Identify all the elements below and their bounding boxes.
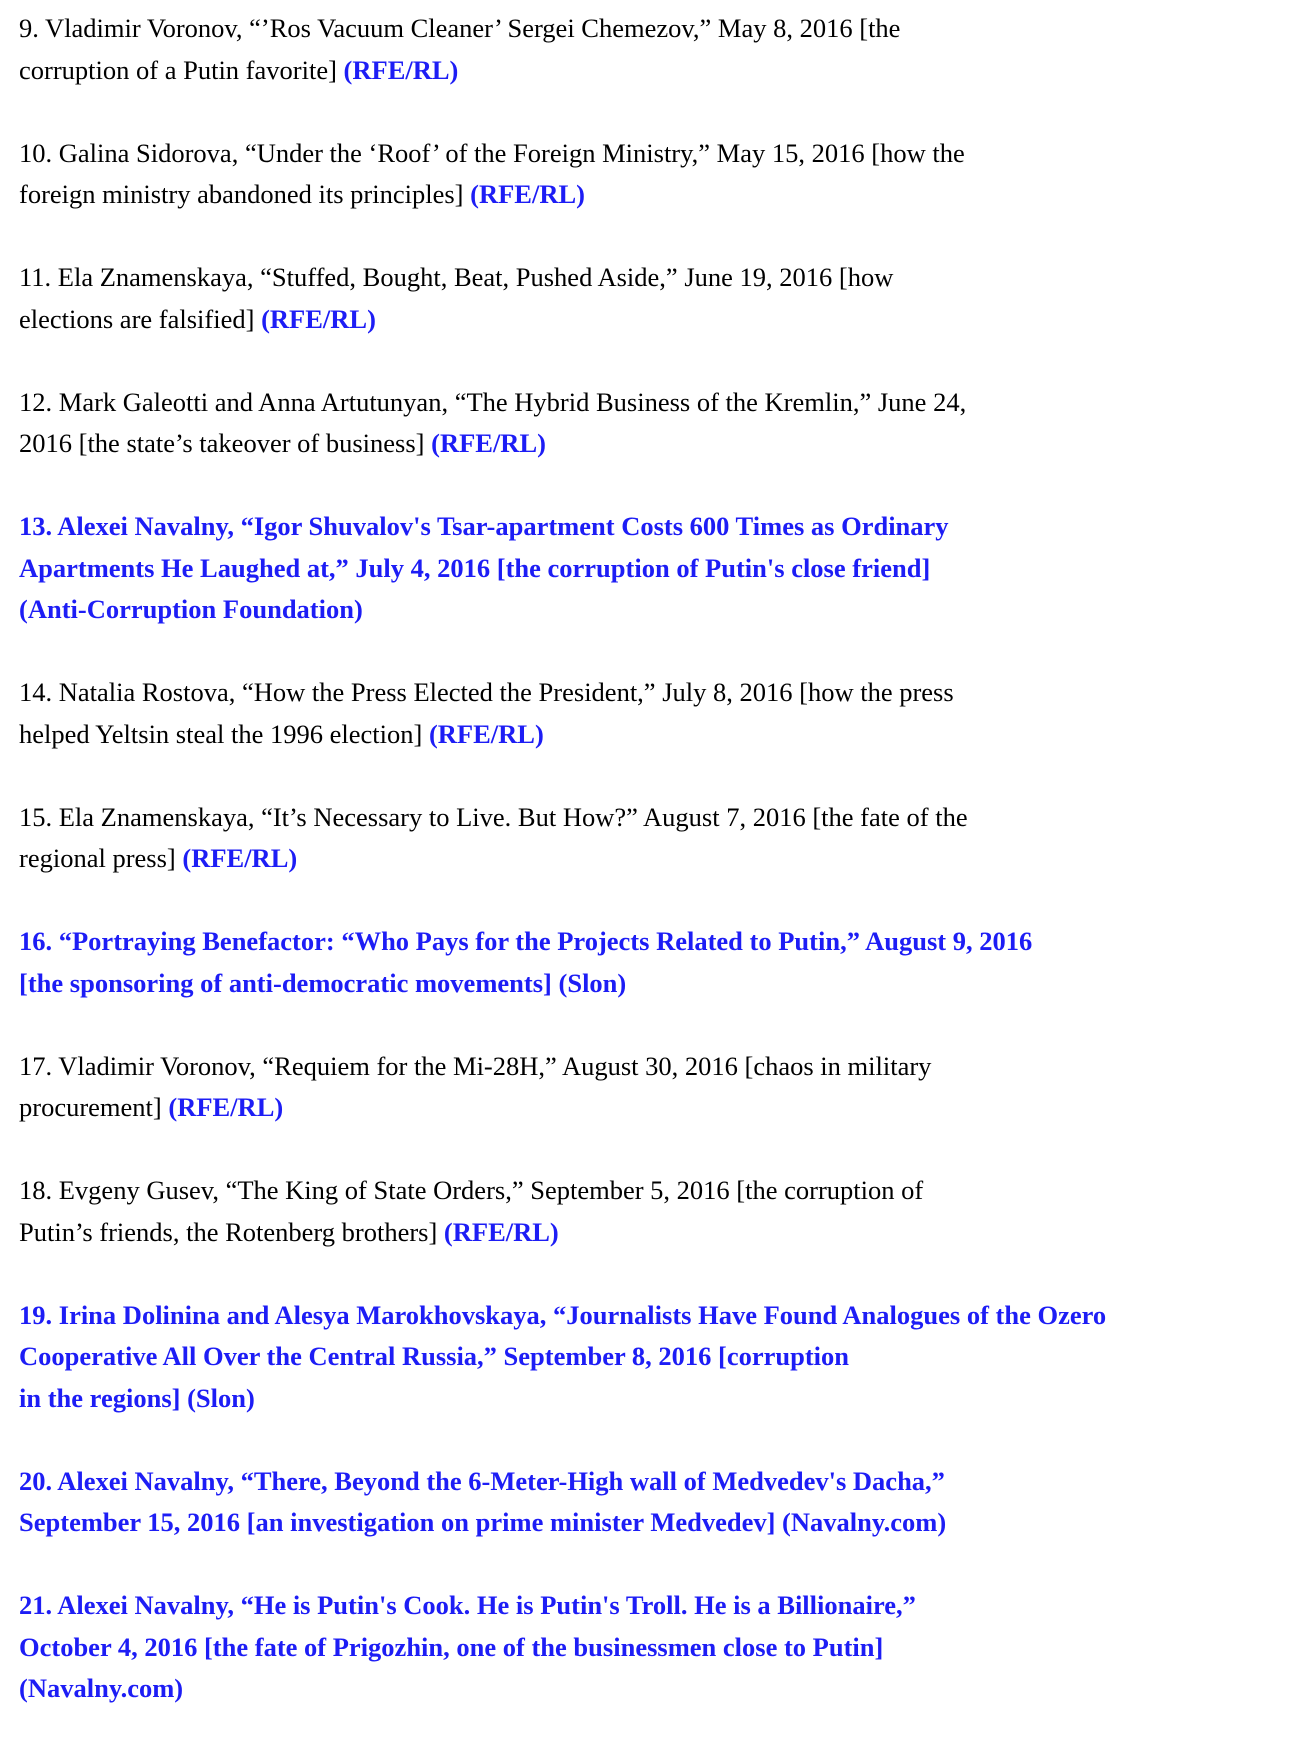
reference-line bbox=[19, 1336, 1106, 1378]
source-link[interactable]: (Slon) bbox=[558, 967, 627, 998]
reference-item-20[interactable] bbox=[19, 1461, 1106, 1544]
reference-list bbox=[19, 8, 1106, 1751]
reference-line bbox=[19, 548, 1106, 590]
reference-item-15 bbox=[19, 797, 1106, 880]
reference-line bbox=[19, 1502, 1106, 1544]
source-link[interactable]: (RFE/RL) bbox=[261, 303, 376, 334]
source-link[interactable]: (RFE/RL) bbox=[470, 179, 585, 209]
reference-text: 12. Mark Galeotti and Anna Artutunyan, “The Hybrid Business of the Kremlin,” June 24, bbox=[19, 386, 967, 417]
reference-text[interactable]: [the sponsoring of anti-democratic movements] bbox=[19, 967, 559, 998]
reference-text: 18. Evgeny Gusev, “The King of State Orders,” September 5, 2016 [the corruption of bbox=[19, 1175, 924, 1205]
source-link[interactable]: (RFE/RL) bbox=[182, 843, 298, 873]
reference-line bbox=[19, 963, 1106, 1005]
reference-line bbox=[19, 382, 1106, 424]
reference-line bbox=[19, 1378, 1106, 1420]
reference-line bbox=[19, 1046, 1106, 1088]
reference-text[interactable]: September 15, 2016 [an investigation on prime minister Medvedev] bbox=[19, 1507, 783, 1537]
reference-line bbox=[19, 1170, 1106, 1212]
reference-item-18 bbox=[19, 1170, 1106, 1253]
reference-line bbox=[19, 8, 1106, 50]
reference-text: elections are falsified] bbox=[19, 303, 262, 334]
reference-text[interactable]: 13. Alexei Navalny, “Igor Shuvalov's Tsar-apartment Costs 600 Times as Ordinary bbox=[19, 511, 949, 541]
reference-text: regional press] bbox=[19, 843, 183, 873]
reference-item-19[interactable] bbox=[19, 1295, 1106, 1420]
reference-line bbox=[19, 1585, 1106, 1627]
reference-text: 17. Vladimir Voronov, “Requiem for the Mi-28H,” August 30, 2016 [chaos in military bbox=[19, 1050, 932, 1081]
reference-line bbox=[19, 1627, 1106, 1669]
reference-text: 9. Vladimir Voronov, “’Ros Vacuum Cleaner’ Sergei Chemezov,” May 8, 2016 [the bbox=[19, 13, 901, 43]
reference-line bbox=[19, 921, 1106, 963]
reference-text[interactable]: 21. Alexei Navalny, “He is Putin's Cook. He is Putin's Troll. He is a Billionaire,” bbox=[19, 1590, 916, 1620]
reference-item-16[interactable] bbox=[19, 921, 1106, 1004]
reference-text: 14. Natalia Rostova, “How the Press Elected the President,” July 8, 2016 [how the press bbox=[19, 677, 954, 707]
reference-text: foreign ministry abandoned its principles] bbox=[19, 179, 471, 209]
reference-item-14 bbox=[19, 672, 1106, 755]
reference-text[interactable]: 19. Irina Dolinina and Alesya Marokhovskaya, “Journalists Have Found Analogues of the Ozero bbox=[19, 1299, 1107, 1330]
reference-text[interactable]: Cooperative All Over the Central Russia,” September 8, 2016 [corruption bbox=[19, 1341, 850, 1371]
source-link[interactable]: (Navalny.com) bbox=[19, 1673, 184, 1703]
reference-item-11 bbox=[19, 257, 1106, 340]
reference-line bbox=[19, 1212, 1106, 1254]
reference-text[interactable]: 16. “Portraying Benefactor: “Who Pays for the Projects Related to Putin,” August 9, 2016 bbox=[19, 926, 1033, 956]
reference-line bbox=[19, 1295, 1106, 1337]
reference-line bbox=[19, 299, 1106, 341]
reference-line bbox=[19, 672, 1106, 714]
reference-text: procurement] bbox=[19, 1092, 169, 1122]
reference-line bbox=[19, 423, 1106, 465]
reference-item-21[interactable] bbox=[19, 1585, 1106, 1710]
reference-line bbox=[19, 838, 1106, 880]
reference-line bbox=[19, 797, 1106, 839]
reference-text[interactable]: 20. Alexei Navalny, “There, Beyond the 6-Meter-High wall of Medvedev's Dacha,” bbox=[19, 1465, 945, 1496]
reference-item-12 bbox=[19, 382, 1106, 465]
reference-line bbox=[19, 133, 1106, 175]
source-link[interactable]: (Navalny.com) bbox=[782, 1507, 947, 1537]
reference-item-10 bbox=[19, 133, 1106, 216]
reference-text: corruption of a Putin favorite] bbox=[19, 54, 344, 85]
reference-line bbox=[19, 1087, 1106, 1129]
reference-line bbox=[19, 714, 1106, 756]
reference-line bbox=[19, 174, 1106, 216]
source-link[interactable]: (Slon) bbox=[187, 1382, 255, 1413]
source-link[interactable]: (RFE/RL) bbox=[443, 1216, 559, 1247]
source-link[interactable]: (RFE/RL) bbox=[431, 428, 546, 458]
reference-line bbox=[19, 589, 1106, 631]
source-link[interactable]: (Anti-Corruption Foundation) bbox=[19, 594, 363, 624]
reference-item-9 bbox=[19, 8, 1106, 91]
source-link[interactable]: (RFE/RL) bbox=[168, 1092, 284, 1122]
reference-text[interactable]: Apartments He Laughed at,” July 4, 2016 [the corruption of Putin's close friend] bbox=[19, 552, 931, 583]
reference-text: 10. Galina Sidorova, “Under the ‘Roof’ of the Foreign Ministry,” May 15, 2016 [how the bbox=[19, 137, 965, 168]
reference-text[interactable]: in the regions] bbox=[19, 1382, 188, 1413]
reference-item-13[interactable] bbox=[19, 506, 1106, 631]
reference-text: helped Yeltsin steal the 1996 election] bbox=[19, 718, 429, 749]
reference-item-17 bbox=[19, 1046, 1106, 1129]
reference-line bbox=[19, 1461, 1106, 1503]
reference-text: 15. Ela Znamenskaya, “It’s Necessary to Live. But How?” August 7, 2016 [the fate of the bbox=[19, 801, 968, 832]
reference-text: 2016 [the state’s takeover of business] bbox=[19, 428, 432, 458]
reference-text[interactable]: October 4, 2016 [the fate of Prigozhin, one of the businessmen close to Putin] bbox=[19, 1631, 884, 1662]
reference-line bbox=[19, 1668, 1106, 1710]
source-link[interactable]: (RFE/RL) bbox=[343, 54, 459, 85]
reference-line bbox=[19, 506, 1106, 548]
source-link[interactable]: (RFE/RL) bbox=[428, 718, 544, 749]
reference-line bbox=[19, 50, 1106, 92]
reference-text: 11. Ela Znamenskaya, “Stuffed, Bought, Beat, Pushed Aside,” June 19, 2016 [how bbox=[19, 262, 894, 292]
reference-text: Putin’s friends, the Rotenberg brothers] bbox=[19, 1216, 444, 1247]
reference-line bbox=[19, 257, 1106, 299]
